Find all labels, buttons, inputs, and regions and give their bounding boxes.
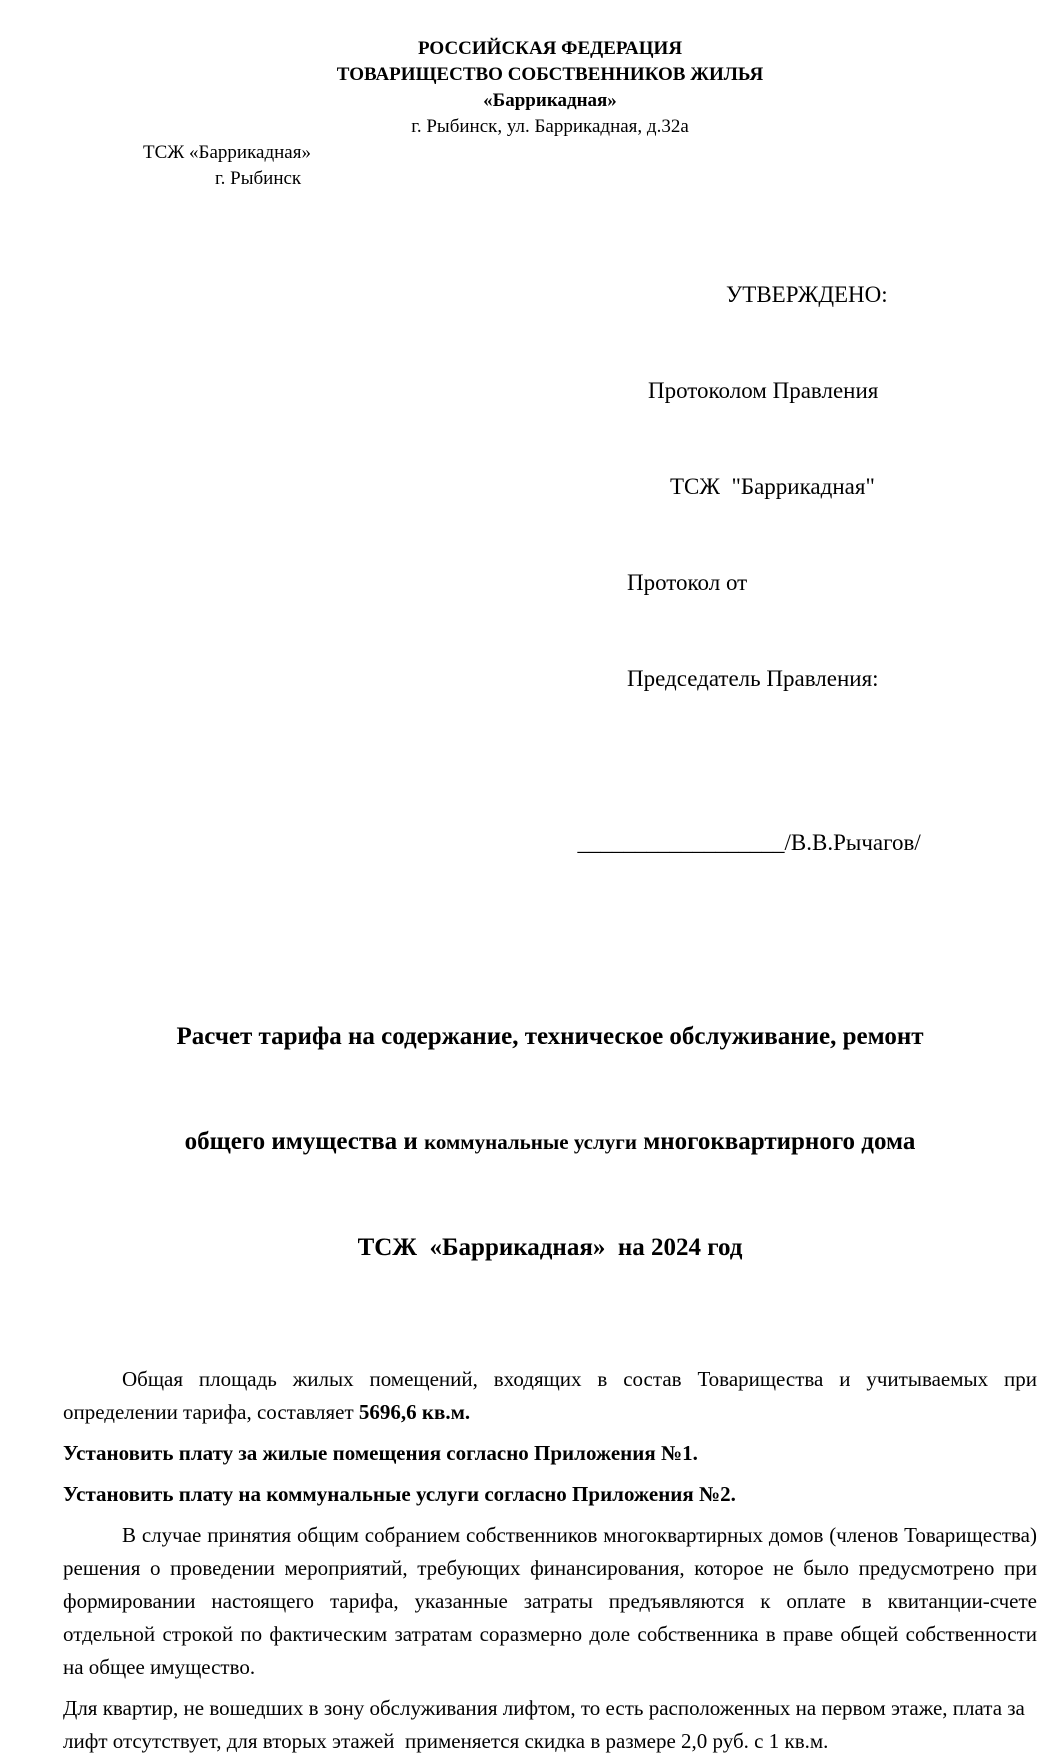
approval-org-line: ТСЖ "Баррикадная" xyxy=(670,474,875,499)
paragraph-appendix-1: Установить плату за жилые помещения согласно Приложения №1. xyxy=(63,1441,698,1465)
title-line-2-part-3: многоквартирного дома xyxy=(636,1128,916,1155)
letterhead xyxy=(63,0,1037,192)
letterhead-sender-city: г. Рыбинск xyxy=(215,168,302,189)
paragraph-appendix-2: Установить плату на коммунальные услуги согласно Приложения №2. xyxy=(63,1482,736,1506)
title-line-1: Расчет тарифа на содержание, техническое обслуживание, ремонт xyxy=(176,1023,924,1050)
letterhead-org-name: «Баррикадная» xyxy=(483,90,617,111)
paragraph-extra-costs: В случае принятия общим собранием собственников многоквартирных домов (членов Товарищества) решения о проведении мероприятий, требующих финансирования, которое не было предусмотрено при формировании настоящего тарифа, указанные затраты предъявляются к оплате в квитанции-счете отдельной строкой по фактическим затратам соразмерно доле собственника в праве общей собственности на общее имущество. xyxy=(63,1523,1037,1679)
letterhead-sender-name: ТСЖ «Баррикадная» xyxy=(143,142,311,163)
signature-blank: __________________ xyxy=(577,830,785,855)
paragraph-lift-discount: Для квартир, не вошедших в зону обслуживания лифтом, то есть расположенных на первом этаже, плата за лифт отсутствует, для вторых этажей применяется скидка в размере 2,0 руб. с 1 кв.м. xyxy=(63,1696,1031,1753)
letterhead-org-type: ТОВАРИЩЕСТВО СОБСТВЕННИКОВ ЖИЛЬЯ xyxy=(336,64,764,85)
approval-chairman-label: Председатель Правления: xyxy=(627,666,879,691)
approval-block xyxy=(627,215,1037,759)
title-line-2-part-2: коммунальные услуги xyxy=(424,1130,637,1154)
paragraph-total-area xyxy=(63,1363,1037,1429)
paragraph-total-area-value: 5696,6 кв.м. xyxy=(358,1400,471,1424)
approval-protocol-line: Протоколом Правления xyxy=(648,378,879,403)
document-content xyxy=(63,0,1037,1758)
paragraph-total-area-text: Общая площадь жилых помещений, входящих в состав Товарищества и учитываемых при определении тарифа, составляет xyxy=(63,1367,1037,1424)
signature-name: /В.В.Рычагов/ xyxy=(784,830,921,855)
title-line-2-part-1: общего имущества и xyxy=(184,1128,425,1155)
title-line-2 xyxy=(63,1124,1037,1160)
letterhead-country: РОССИЙСКАЯ ФЕДЕРАЦИЯ xyxy=(417,38,683,59)
approval-protocol-date-line: Протокол от xyxy=(627,570,748,595)
title-line-3: ТСЖ «Баррикадная» на 2024 год xyxy=(357,1234,743,1261)
letterhead-address: г. Рыбинск, ул. Баррикадная, д.32а xyxy=(411,116,689,137)
approval-approved-label: УТВЕРЖДЕНО: xyxy=(726,282,888,307)
document-title xyxy=(63,949,1037,1335)
signature-line xyxy=(543,795,1037,891)
